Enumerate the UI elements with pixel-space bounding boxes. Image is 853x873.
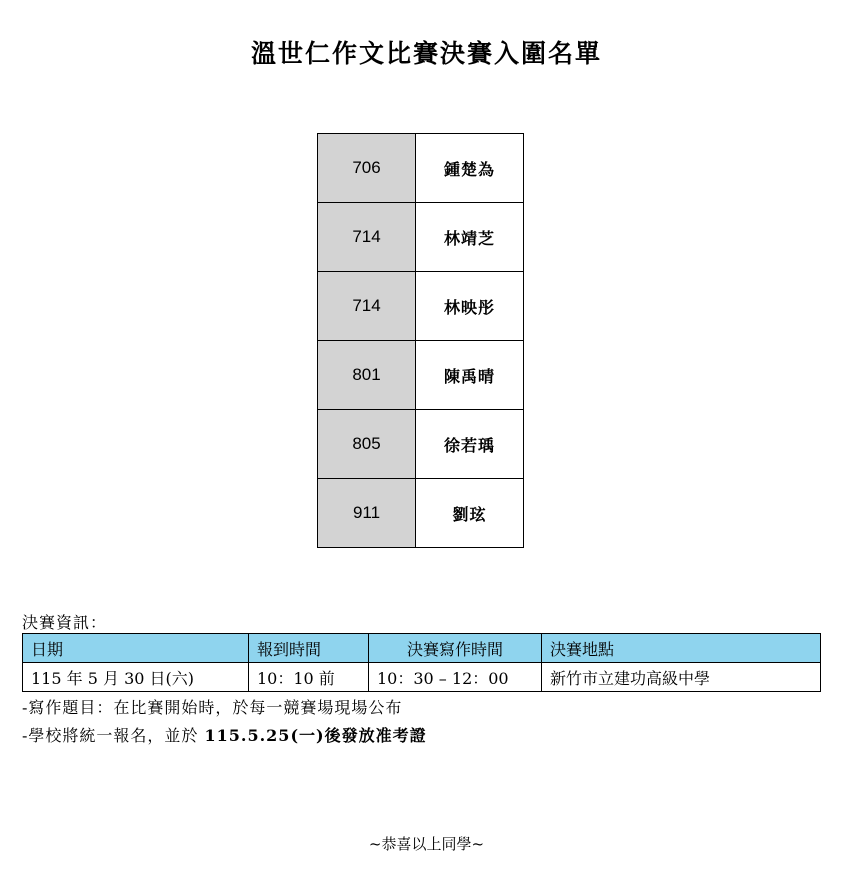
class-cell: 805 — [318, 410, 416, 479]
student-name-cell: 劉玹 — [416, 479, 524, 548]
student-name-cell: 林映彤 — [416, 272, 524, 341]
class-cell: 714 — [318, 203, 416, 272]
table-row — [318, 203, 524, 272]
student-name-cell: 徐若瑀 — [416, 410, 524, 479]
page-title: 溫世仁作文比賽決賽入圍名單 — [250, 39, 602, 68]
class-cell: 714 — [318, 272, 416, 341]
final-info-table — [22, 633, 821, 692]
class-cell: 706 — [318, 134, 416, 203]
table-row — [318, 272, 524, 341]
student-name-cell: 鍾楚為 — [416, 134, 524, 203]
note-writing-topic: -寫作題目：在比賽開始時，於每一競賽場現場公布 — [22, 698, 403, 717]
student-name-cell: 林靖芝 — [416, 203, 524, 272]
header-venue: 決賽地點 — [542, 634, 821, 663]
table-row — [318, 410, 524, 479]
note-registration — [22, 723, 427, 746]
table-row — [318, 134, 524, 203]
header-writing-time: 決賽寫作時間 — [369, 634, 542, 663]
note-registration-prefix: -學校將統一報名，並於 — [22, 726, 205, 745]
table-row — [318, 479, 524, 548]
value-writing-time: 10：30 – 12：00 — [369, 663, 542, 692]
header-date: 日期 — [23, 634, 249, 663]
table-row — [318, 341, 524, 410]
final-info-label: 決賽資訊： — [22, 613, 108, 632]
info-value-row — [23, 663, 821, 692]
info-header-row — [23, 634, 821, 663]
header-checkin-time: 報到時間 — [249, 634, 369, 663]
note-registration-date: 115.5.25(一)後發放准考證 — [204, 726, 427, 745]
student-name-cell: 陳禹晴 — [416, 341, 524, 410]
congratulations-footer: ~恭喜以上同學~ — [368, 835, 485, 853]
value-date: 115 年 5 月 30 日(六) — [23, 663, 249, 692]
value-venue: 新竹市立建功高級中學 — [542, 663, 821, 692]
class-cell: 801 — [318, 341, 416, 410]
value-checkin-time: 10：10 前 — [249, 663, 369, 692]
class-cell: 911 — [318, 479, 416, 548]
finalist-table — [317, 133, 524, 548]
